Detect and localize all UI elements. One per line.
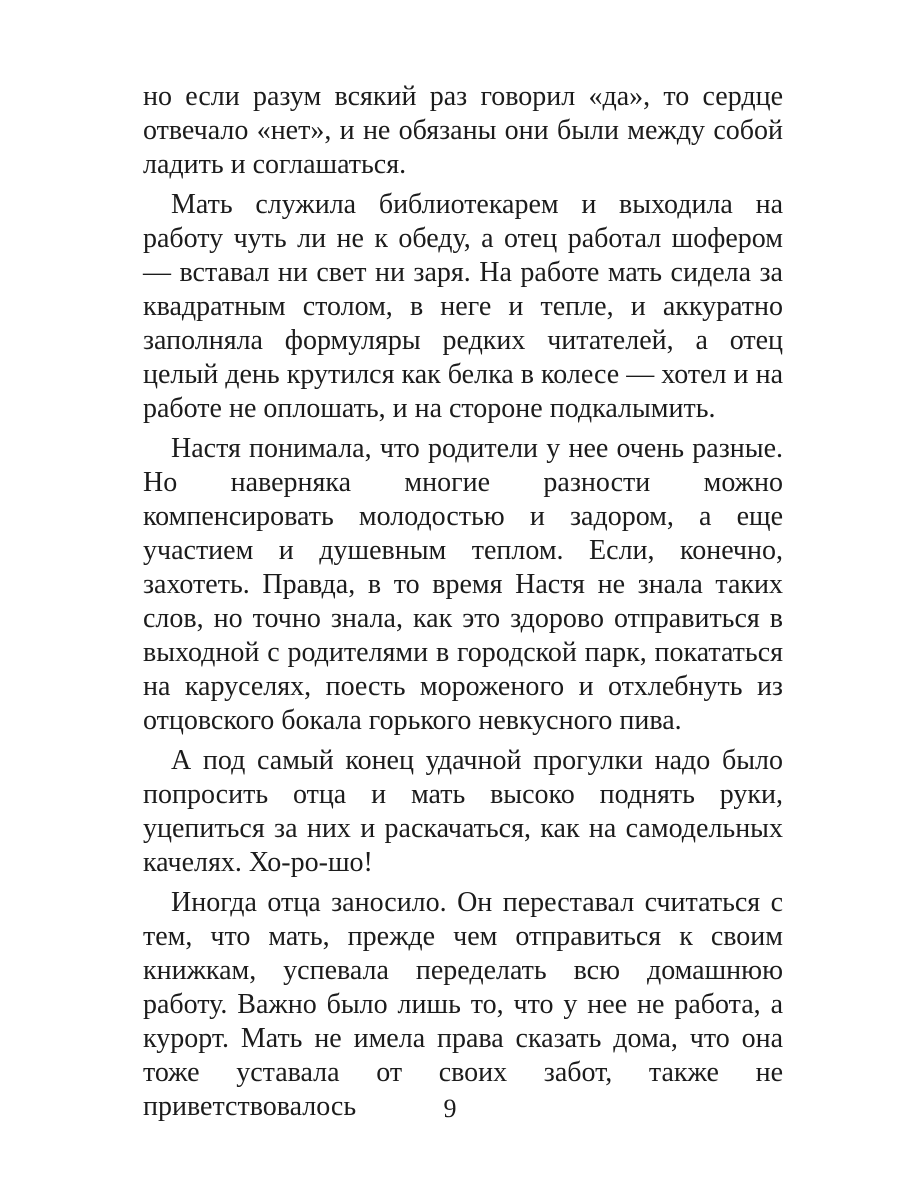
paragraph-3: Настя понимала, что родители у нее очень разные. Но наверняка многие разности можно компенсировать молодостью и задором, а еще участием и душевным теплом. Если, конечно, захотеть. Правда, в то время Настя не знала таких слов, но точно знала, как это здорово отправиться в выходной с родителями в городской парк, покататься на каруселях, поесть мороженого и отхлебнуть из отцовского бокала горького невкусного пива.	[143, 433, 783, 736]
paragraph-4: А под самый конец удачной прогулки надо было попросить отца и мать высоко поднять руки, уцепиться за них и раскачаться, как на самодельных качелях. Хо-ро-шо!	[143, 745, 783, 878]
paragraph-5: Иногда отца заносило. Он переставал считаться с тем, что мать, прежде чем отправиться к своим книжкам, успевала переделать всю домашнюю работу. Важно было лишь то, что у нее не работа, а курорт. Мать не имела права сказать дома, что она тоже уставала от своих забот, также не приветствовалось	[143, 887, 783, 1122]
body-text	[143, 80, 783, 1130]
page-number: 9	[443, 1094, 457, 1123]
paragraph-1: но если разум всякий раз говорил «да», то сердце отвечало «нет», и не обязаны они были между собой ладить и соглашаться.	[143, 81, 783, 180]
paragraph-2: Мать служила библиотекарем и выходила на работу чуть ли не к обеду, а отец работал шофером — вставал ни свет ни заря. На работе мать сидела за квадратным столом, в неге и тепле, и аккуратно заполняла формуляры редких читателей, а отец целый день крутился как белка в колесе — хотел и на работе не оплошать, и на стороне подкалымить.	[143, 189, 783, 424]
